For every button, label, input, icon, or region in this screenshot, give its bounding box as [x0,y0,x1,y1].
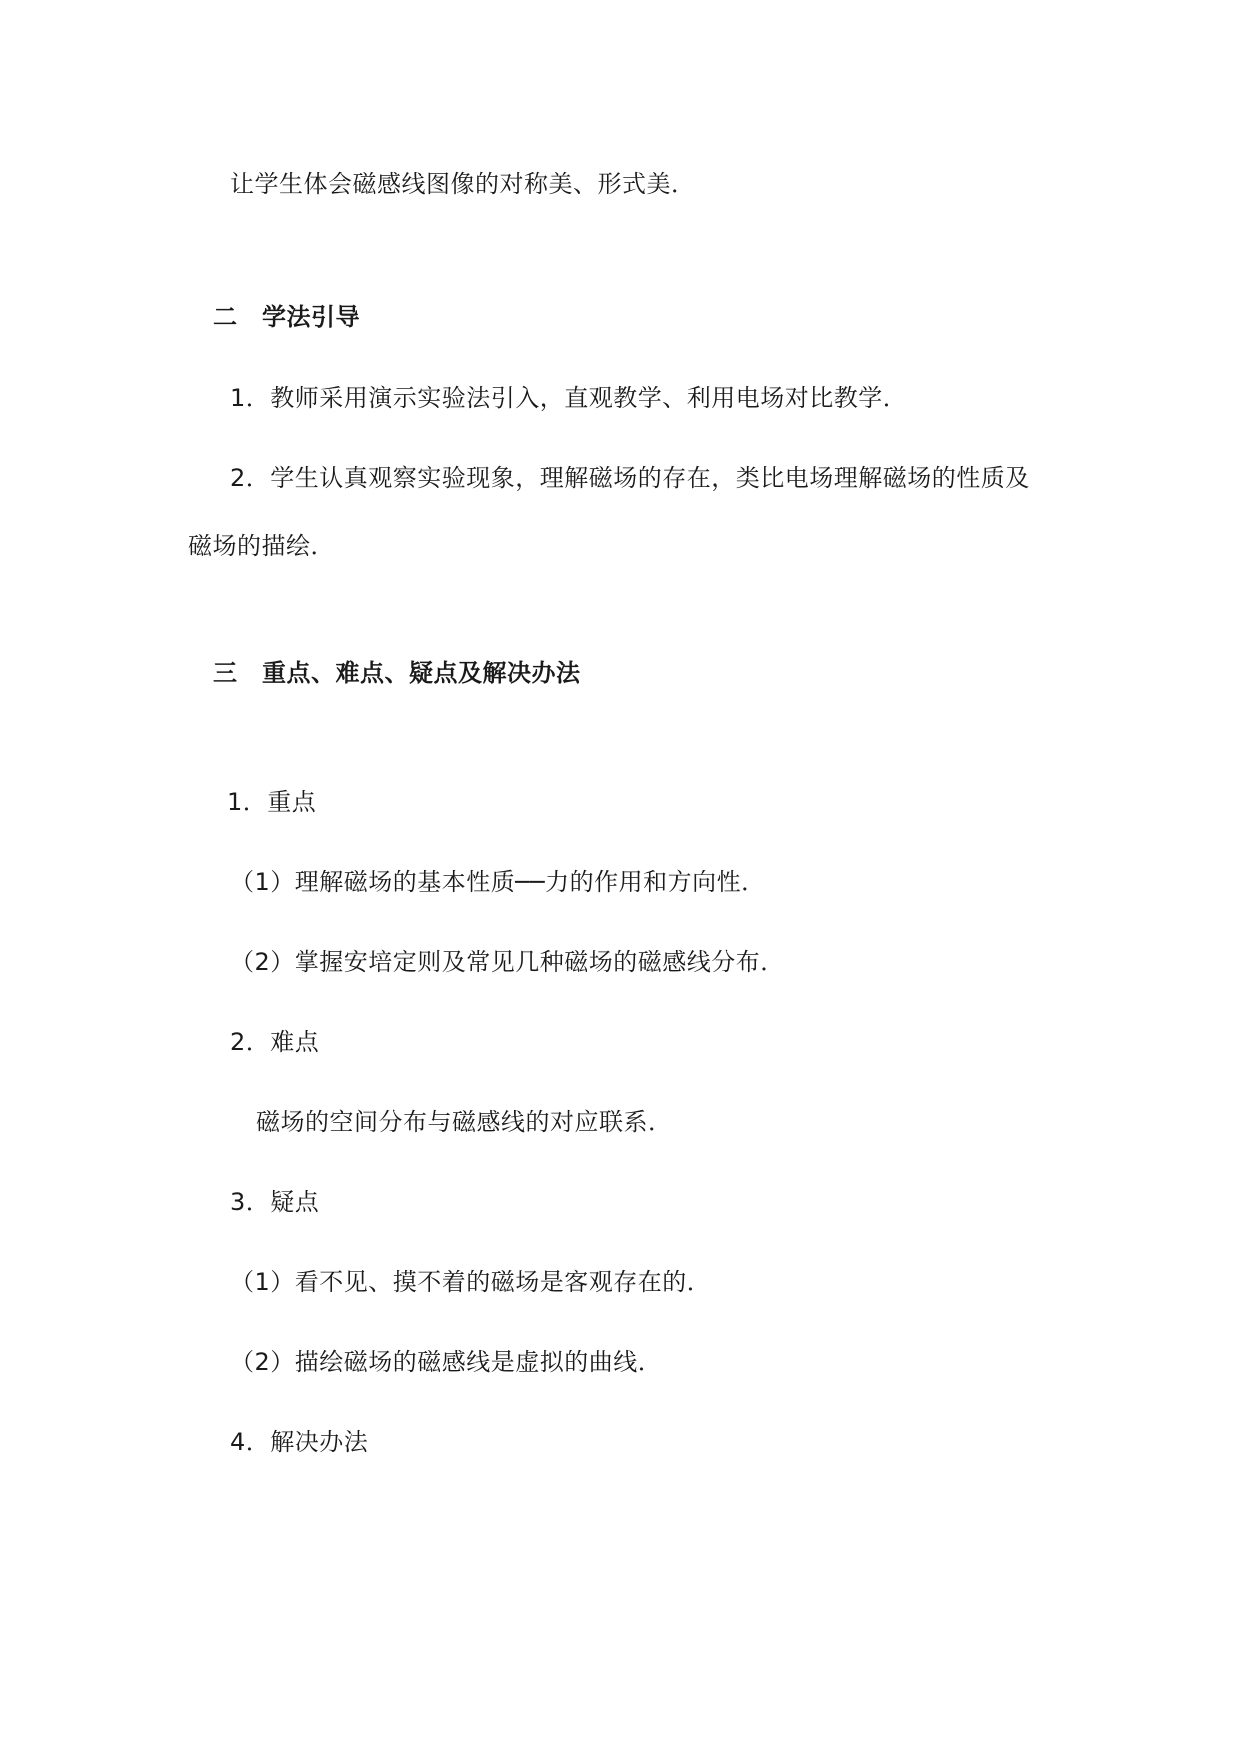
section3-sub3-item2: （2）描绘磁场的磁感线是虚拟的曲线． [230,1348,663,1376]
intro-line: 让学生体会磁感线图像的对称美、形式美． [230,170,696,198]
section3-sub2-text: 磁场的空间分布与磁感线的对应联系． [256,1108,673,1136]
section2-item2-line2: 磁场的描绘． [188,532,335,560]
section3-sub1-item2: （2）掌握安培定则及常见几种磁场的磁感线分布． [230,948,785,976]
section3-sub1-item1: （1）理解磁场的基本性质──力的作用和方向性． [230,868,766,896]
section3-sub3-title: 3．疑点 [230,1188,320,1216]
section3-title: 三 重点、难点、疑点及解决办法 [213,659,581,687]
section3-sub3-item1: （1）看不见、摸不着的磁场是客观存在的． [230,1268,712,1296]
section2-item1: 1．教师采用演示实验法引入，直观教学、利用电场对比教学． [230,384,908,412]
section3-sub2-title: 2．难点 [230,1028,320,1056]
section3-sub1-title: 1．重点 [227,788,317,816]
section3-sub4-title: 4．解决办法 [230,1428,369,1456]
section2-item2-line1: 2．学生认真观察实验现象，理解磁场的存在，类比电场理解磁场的性质及 [230,464,1030,492]
section2-title: 二 学法引导 [213,303,360,331]
